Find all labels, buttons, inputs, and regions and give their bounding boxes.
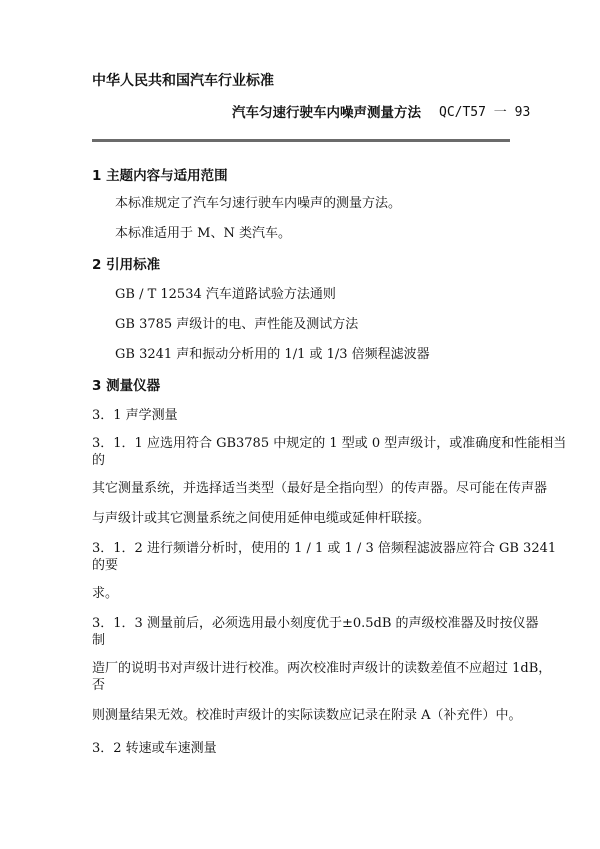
reference-item: GB 3785 声级计的电、声性能及测试方法 [115,317,359,332]
clause-3-1-1-line: 其它测量系统，并选择适当类型（最好是全指向型）的传声器。尽可能在传声器 [92,481,548,496]
clause-3-1-2-line: 的要 [92,558,119,573]
header-divider [92,139,510,142]
clause-3-1-1-line: 与声级计或其它测量系统之间使用延伸电缆或延伸杆联接。 [92,511,431,526]
document-title: 汽车匀速行驶车内噪声测量方法 [232,105,421,121]
section-2-heading: 2 引用标准 [92,257,161,273]
standard-code: QC/T57 一 93 [439,105,531,120]
clause-3-1-2-line: 求。 [92,586,119,601]
section-1-paragraph-1: 本标准规定了汽车匀速行驶车内噪声的测量方法。 [115,196,402,211]
clause-3-1-3-line: 制 [92,633,106,648]
section-1-heading: 1 主题内容与适用范围 [92,168,228,184]
clause-3-1-2-line: 3．1．2 进行频谱分析时，使用的 1 / 1 或 1 / 3 倍频程滤波器应符合 GB 3241 [92,541,557,556]
clause-3-1-3-line: 3．1．3 测量前后，必须选用最小刻度优于±0.5dB 的声级校准器及时按仪器 [92,616,539,631]
section-3-heading: 3 测量仪器 [92,378,161,394]
section-1-paragraph-2: 本标准适用于 M、N 类汽车。 [115,226,291,241]
clause-3-1-3-line: 否 [92,678,106,693]
subsection-3-1-heading: 3．1 声学测量 [92,408,178,423]
clause-3-1-3-line: 则测量结果无效。校准时声级计的实际读数应记录在附录 A（补充件）中。 [92,708,522,723]
issuing-organization: 中华人民共和国汽车行业标准 [92,73,274,89]
clause-3-1-3-line: 造厂的说明书对声级计进行校准。两次校准时声级计的读数差值不应超过 1dB， [92,661,552,676]
clause-3-1-1-line: 3．1．1 应选用符合 GB3785 中规定的 1 型或 0 型声级计，或准确度和性能相当 [92,436,567,451]
subsection-3-2-heading: 3．2 转速或车速测量 [92,741,217,756]
clause-3-1-1-line: 的 [92,453,106,468]
reference-item: GB 3241 声和振动分析用的 1/1 或 1/3 倍频程滤波器 [115,347,430,362]
reference-item: GB / T 12534 汽车道路试验方法通则 [115,287,336,302]
